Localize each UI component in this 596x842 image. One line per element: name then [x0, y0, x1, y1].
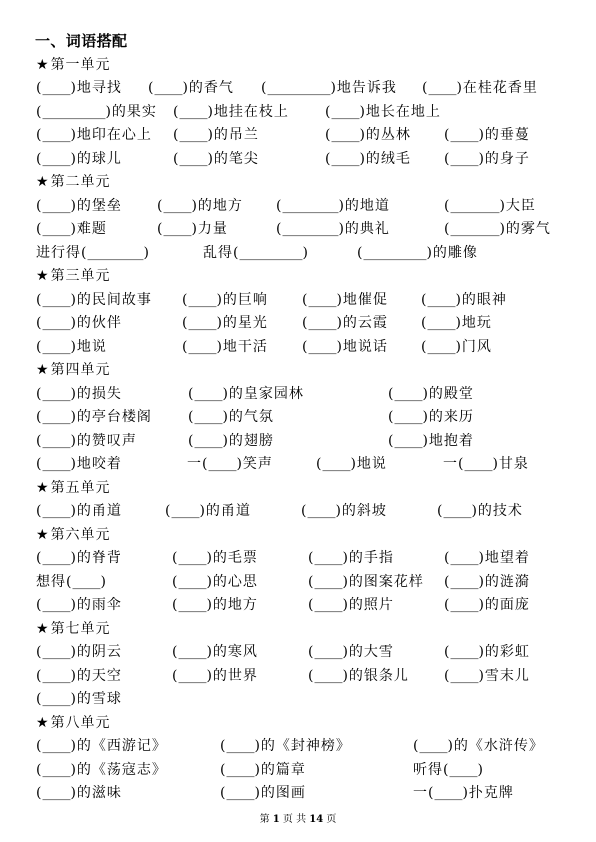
answer-blank: ____ [394, 409, 423, 425]
fill-blank-item: (____)的来历 [388, 409, 474, 425]
answer-blank: ____ [394, 432, 423, 449]
exercise-row [0, 195, 596, 219]
answer-blank: ____ [443, 503, 472, 519]
fill-blank-item: (________)的地道 [276, 197, 390, 214]
fill-blank-item: (____)的丛林 [325, 127, 411, 143]
fill-blank-item: (_________)的果实 [36, 103, 157, 120]
fill-blank-item: 一(____)扑克牌 [413, 785, 514, 801]
fill-blank-item: (____)的地方 [172, 597, 258, 613]
answer-blank: ____ [178, 597, 207, 613]
answer-blank: ____ [194, 432, 223, 449]
answer-blank: ____ [428, 80, 457, 96]
star-icon: ★ [36, 714, 50, 731]
unit-heading [0, 618, 596, 642]
fill-blank-item: (____)的甬道 [36, 503, 122, 519]
answer-blank: ____ [42, 761, 71, 778]
total-pages-number: 14 [309, 814, 324, 825]
answer-blank: ____ [427, 291, 456, 308]
exercise-row [0, 383, 596, 407]
fill-blank-item: (____)的涟漪 [444, 573, 530, 590]
fill-blank-item: (____)的笔尖 [173, 150, 259, 167]
fill-blank-item: (____)的《封神榜》 [220, 738, 351, 754]
star-icon: ★ [36, 174, 50, 190]
exercise-row [0, 406, 596, 430]
answer-blank: ________ [87, 244, 144, 261]
answer-blank: ____ [42, 409, 71, 425]
unit-heading [0, 265, 596, 289]
answer-blank: ____ [72, 573, 101, 590]
answer-blank: ________ [282, 197, 339, 214]
fill-blank-item: (____)的手指 [308, 550, 394, 566]
answer-blank: ____ [42, 197, 71, 214]
fill-blank-item: (____)地咬着 [36, 456, 122, 472]
fill-blank-item: (____)地催促 [302, 291, 388, 308]
answer-blank: ____ [179, 103, 208, 120]
answer-blank: ____ [171, 503, 200, 519]
answer-blank: ____ [42, 691, 71, 707]
unit-list [0, 54, 596, 806]
answer-blank: ____ [42, 550, 71, 566]
answer-blank: ________ [282, 221, 339, 237]
answer-blank: ____ [42, 667, 71, 684]
answer-blank: ____ [42, 315, 71, 331]
fill-blank-item: (____)的垂蔓 [444, 127, 530, 143]
answer-blank: ____ [464, 456, 493, 472]
answer-blank: ____ [331, 127, 360, 143]
answer-blank: ____ [42, 597, 71, 613]
fill-blank-item: (____)的亭台楼阁 [36, 409, 152, 425]
exercise-row [0, 665, 596, 689]
fill-blank-item: (____)地长在地上 [325, 103, 441, 120]
star-icon: ★ [36, 268, 50, 284]
exercise-row [0, 148, 596, 172]
answer-blank: ____ [226, 738, 255, 754]
fill-blank-item: (____)的云霞 [302, 315, 388, 331]
answer-blank: ____ [188, 291, 217, 308]
exercise-row [0, 453, 596, 477]
answer-blank: ____ [178, 573, 207, 590]
unit-block [0, 712, 596, 806]
unit-title: 第一单元 [50, 56, 111, 73]
fill-blank-item: (____)的篇章 [220, 761, 306, 778]
fill-blank-item: (____)的巨响 [182, 291, 268, 308]
fill-blank-item: (________)的典礼 [276, 221, 390, 237]
fill-blank-item: 乱得(_________) [203, 244, 309, 261]
fill-blank-item: (____)的阴云 [36, 644, 122, 660]
fill-blank-item: (____)地说 [316, 456, 387, 472]
fill-blank-item: (____)的伙伴 [36, 315, 122, 331]
fill-blank-item: (____)的天空 [36, 667, 122, 684]
fill-blank-item: (____)的心思 [172, 573, 258, 590]
answer-blank: ____ [42, 338, 71, 355]
fill-blank-item: (_________)的雕像 [357, 244, 478, 261]
answer-blank: ____ [42, 738, 71, 754]
answer-blank: ____ [188, 315, 217, 331]
star-icon: ★ [36, 479, 50, 496]
answer-blank: ____ [42, 80, 71, 96]
answer-blank: ____ [194, 409, 223, 425]
unit-title: 第四单元 [50, 362, 111, 378]
fill-blank-item: (____)的翅膀 [188, 432, 274, 449]
unit-block [0, 265, 596, 359]
answer-blank: ____ [450, 127, 479, 143]
unit-title: 第六单元 [50, 526, 111, 543]
fill-blank-item: (____)地抱着 [388, 432, 474, 449]
fill-blank-item: (____)的银条儿 [308, 667, 409, 684]
fill-blank-item: (____)地寻找 [36, 80, 122, 96]
answer-blank: ____ [449, 761, 478, 778]
fill-blank-item: (____)的寒风 [172, 644, 258, 660]
fill-blank-item: (____)的地方 [157, 197, 243, 214]
unit-heading [0, 54, 596, 78]
answer-blank: ____ [314, 550, 343, 566]
fill-blank-item: (____)的世界 [172, 667, 258, 684]
answer-blank: ____ [419, 738, 448, 754]
fill-blank-item: (____)在桂花香里 [422, 80, 538, 96]
fill-blank-item: (____)的《荡寇志》 [36, 761, 167, 778]
fill-blank-item: (____)的吊兰 [173, 127, 259, 143]
answer-blank: ____ [314, 573, 343, 590]
unit-heading [0, 477, 596, 501]
answer-blank: ____ [42, 503, 71, 519]
page-label-suffix: 页 [326, 814, 337, 825]
answer-blank: ____ [450, 150, 479, 167]
fill-blank-item: (____)的图案花样 [308, 573, 424, 590]
exercise-row [0, 218, 596, 242]
fill-blank-item: (_______)大臣 [444, 197, 536, 214]
unit-block [0, 359, 596, 477]
fill-blank-item: (____)的香气 [148, 80, 234, 96]
fill-blank-item: (____)的大雪 [308, 644, 394, 660]
exercise-row [0, 594, 596, 618]
answer-blank: _________ [42, 103, 106, 120]
fill-blank-item: (____)地玩 [421, 315, 492, 331]
unit-title: 第五单元 [50, 479, 111, 496]
fill-blank-item: (____)雪末儿 [444, 667, 530, 684]
unit-heading [0, 171, 596, 195]
answer-blank: ____ [178, 550, 207, 566]
fill-blank-item: (____)地挂在枝上 [173, 103, 289, 120]
answer-blank: ____ [42, 291, 71, 308]
page-label-prefix: 第 [259, 814, 270, 825]
fill-blank-item: (____)的星光 [182, 315, 268, 331]
fill-blank-item: 进行得(________) [36, 244, 150, 261]
fill-blank-item: (____)的雪球 [36, 691, 122, 707]
fill-blank-item: (____)的图画 [220, 785, 306, 801]
answer-blank: ____ [308, 338, 337, 355]
answer-blank: ____ [42, 432, 71, 449]
fill-blank-item: (____)的滋味 [36, 785, 122, 801]
fill-blank-item: (____)的气氛 [188, 409, 274, 425]
exercise-row [0, 77, 596, 101]
answer-blank: ____ [314, 597, 343, 613]
unit-heading [0, 712, 596, 736]
star-icon: ★ [36, 620, 50, 637]
fill-blank-item: (____)的照片 [308, 597, 394, 613]
fill-blank-item: (_________)地告诉我 [261, 80, 397, 96]
answer-blank: ____ [226, 785, 255, 801]
unit-block [0, 477, 596, 524]
exercise-row [0, 289, 596, 313]
fill-blank-item: (____)的毛票 [172, 550, 258, 566]
exercise-row [0, 500, 596, 524]
fill-blank-item: (____)的堡垒 [36, 197, 122, 214]
answer-blank: ____ [42, 456, 71, 472]
answer-blank: ____ [450, 573, 479, 590]
fill-blank-item: 一(____)笑声 [187, 456, 273, 472]
fill-blank-item: (____)的殿堂 [388, 385, 474, 402]
exercise-row [0, 547, 596, 571]
answer-blank: ____ [178, 667, 207, 684]
fill-blank-item: (____)的损失 [36, 385, 122, 402]
answer-blank: ____ [308, 291, 337, 308]
exercise-row [0, 759, 596, 783]
page-label-middle: 页 共 [282, 814, 307, 825]
unit-title: 第三单元 [50, 268, 111, 284]
fill-blank-item: (____)的皇家园林 [188, 385, 304, 402]
exercise-row [0, 688, 596, 712]
fill-blank-item: (____)的技术 [437, 503, 523, 519]
fill-blank-item: (____)的《水浒传》 [413, 738, 544, 754]
exercise-row [0, 430, 596, 454]
answer-blank: ____ [450, 550, 479, 566]
star-icon: ★ [36, 362, 50, 378]
answer-blank: ____ [208, 456, 237, 472]
fill-blank-item: (____)的彩虹 [444, 644, 530, 660]
exercise-row [0, 336, 596, 360]
fill-blank-item: (____)的《西游记》 [36, 738, 167, 754]
answer-blank: ____ [308, 315, 337, 331]
section-title: 一、词语搭配 [35, 32, 128, 50]
answer-blank: ____ [450, 644, 479, 660]
exercise-row [0, 312, 596, 336]
exercise-row [0, 101, 596, 125]
fill-blank-item: 一(____)甘泉 [443, 456, 529, 472]
answer-blank: ____ [394, 385, 423, 402]
unit-heading [0, 524, 596, 548]
fill-blank-item: (____)的民间故事 [36, 291, 152, 308]
answer-blank: ____ [434, 785, 463, 801]
fill-blank-item: (____)地望着 [444, 550, 530, 566]
fill-blank-item: (____)地说话 [302, 338, 388, 355]
answer-blank: ____ [188, 338, 217, 355]
answer-blank: ____ [179, 127, 208, 143]
answer-blank: ____ [307, 503, 336, 519]
answer-blank: ____ [194, 385, 223, 402]
answer-blank: ____ [42, 644, 71, 660]
answer-blank: ____ [331, 103, 360, 120]
fill-blank-item: (____)难题 [36, 221, 107, 237]
answer-blank: ____ [42, 127, 71, 143]
answer-blank: ____ [42, 785, 71, 801]
answer-blank: ____ [179, 150, 208, 167]
fill-blank-item: (____)的斜坡 [301, 503, 387, 519]
answer-blank: ____ [178, 644, 207, 660]
page-footer [0, 813, 596, 827]
star-icon: ★ [36, 526, 50, 543]
star-icon: ★ [36, 56, 50, 73]
answer-blank: ____ [322, 456, 351, 472]
fill-blank-item: (____)力量 [157, 221, 228, 237]
exercise-row [0, 641, 596, 665]
exercise-row [0, 735, 596, 759]
answer-blank: ____ [427, 315, 456, 331]
fill-blank-item: (____)的眼神 [421, 291, 507, 308]
fill-blank-item: (____)的球儿 [36, 150, 122, 167]
answer-blank: ____ [427, 338, 456, 355]
answer-blank: _________ [239, 244, 303, 261]
fill-blank-item: (____)的甬道 [165, 503, 251, 519]
answer-blank: ____ [226, 761, 255, 778]
answer-blank: ____ [450, 667, 479, 684]
fill-blank-item: (____)的雨伞 [36, 597, 122, 613]
answer-blank: ____ [42, 150, 71, 167]
fill-blank-item: 想得(____) [36, 573, 107, 590]
fill-blank-item: (____)地说 [36, 338, 107, 355]
fill-blank-item: (____)的面庞 [444, 597, 530, 613]
unit-title: 第二单元 [50, 174, 111, 190]
fill-blank-item: (____)的脊背 [36, 550, 122, 566]
unit-block [0, 618, 596, 712]
unit-title: 第八单元 [50, 714, 111, 731]
exercise-row [0, 242, 596, 266]
unit-block [0, 54, 596, 172]
answer-blank: ____ [154, 80, 183, 96]
fill-blank-item: (____)地印在心上 [36, 127, 152, 143]
answer-blank: ____ [314, 667, 343, 684]
answer-blank: _________ [363, 244, 427, 261]
exercise-row [0, 571, 596, 595]
answer-blank: ____ [163, 197, 192, 214]
exercise-row [0, 124, 596, 148]
fill-blank-item: (____)的绒毛 [325, 150, 411, 167]
fill-blank-item: (_______)的雾气 [444, 221, 551, 237]
answer-blank: ____ [314, 644, 343, 660]
answer-blank: ____ [163, 221, 192, 237]
answer-blank: ____ [450, 597, 479, 613]
exercise-row [0, 782, 596, 806]
answer-blank: ____ [331, 150, 360, 167]
answer-blank: _______ [450, 197, 500, 214]
unit-heading [0, 359, 596, 383]
unit-block [0, 171, 596, 265]
answer-blank: _________ [267, 80, 331, 96]
fill-blank-item: (____)的赞叹声 [36, 432, 137, 449]
unit-title: 第七单元 [50, 620, 111, 637]
answer-blank: ____ [42, 385, 71, 402]
fill-blank-item: (____)门风 [421, 338, 492, 355]
fill-blank-item: (____)地干活 [182, 338, 268, 355]
answer-blank: _______ [450, 221, 500, 237]
answer-blank: ____ [42, 221, 71, 237]
fill-blank-item: (____)的身子 [444, 150, 530, 167]
current-page-number: 1 [272, 814, 280, 825]
fill-blank-item: 听得(____) [413, 761, 484, 778]
unit-block [0, 524, 596, 618]
